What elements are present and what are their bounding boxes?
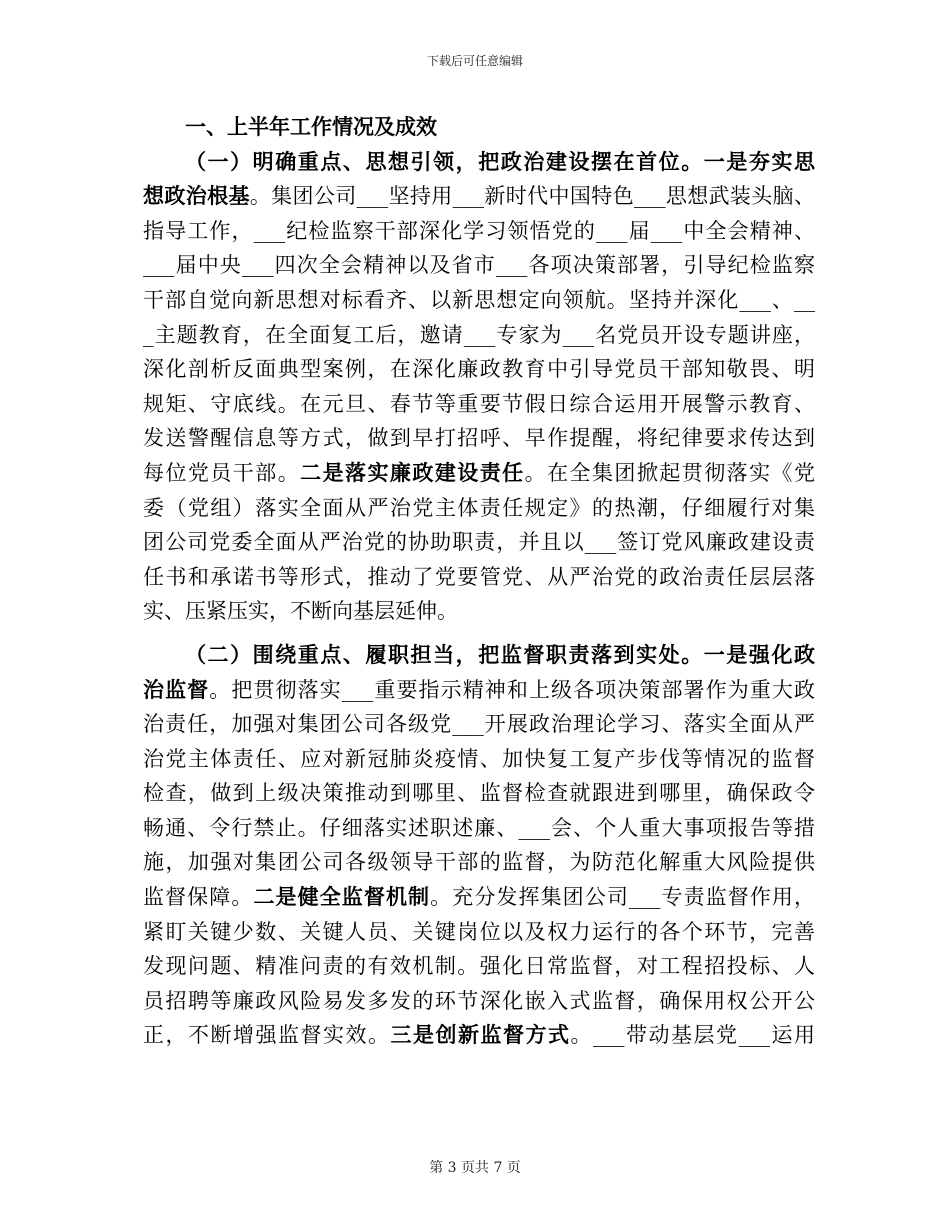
paragraph-line: 发送警醒信息等方式，做到早打招呼、早作提醒，将纪律要求传达到 — [143, 426, 815, 451]
paragraph-line — [143, 880, 815, 915]
paragraph-line: 畅通、令行禁止。仔细落实述职述廉、___会、个人重大事项报告等措 — [143, 815, 815, 840]
paragraph-line — [143, 456, 815, 491]
paragraph-line: 实、压紧压实，不断向基层延伸。 — [143, 599, 458, 624]
page-footer: 第 3 页共 7 页 — [429, 1160, 521, 1176]
paragraph-line: （一）明确重点、思想引领，把政治建设摆在首位。一是夯实思 — [185, 148, 815, 174]
paragraph-line: 治党主体责任、应对新冠肺炎疫情、加快复工复产步伐等情况的监督 — [143, 746, 815, 771]
text-run: 每位党员干部。 — [143, 460, 301, 485]
paragraph-line: 治责任，加强对集团公司各级党___开展政治理论学习、落实全面从严 — [143, 712, 815, 737]
paragraph-line: 发现问题、精准问责的有效机制。强化日常监督，对工程招投标、人 — [143, 954, 815, 979]
bold-phrase: 二是健全监督机制 — [253, 884, 431, 910]
text-run: 。充分发挥集团公司___专责监督作用， — [430, 885, 815, 910]
paragraph-line: 员招聘等廉政风险易发多发的环节深化嵌入式监督，确保用权公开公 — [143, 988, 815, 1013]
paragraph-line: 深化剖析反面典型案例，在深化廉政教育中引导党员干部知敬畏、明 — [143, 357, 815, 382]
paragraph-2 — [143, 638, 815, 1053]
document-body — [143, 110, 815, 1053]
paragraph-line: _主题教育，在全面复工后，邀请___专家为___名党员开设专题讲座， — [143, 322, 815, 347]
paragraph-line: 规矩、守底线。在元旦、春节等重要节假日综合运用开展警示教育、 — [143, 391, 815, 416]
paragraph-line: 检查，做到上级决策推动到哪里、监督检查就跟进到哪里，确保政令 — [143, 781, 815, 806]
paragraph-line: 任书和承诺书等形式，推动了党要管党、从严治党的政治责任层层落 — [143, 564, 815, 589]
text-run: 正，不断增强监督实效。 — [143, 1023, 391, 1048]
bold-phrase: 想政治根基 — [143, 183, 250, 209]
paragraph-line: 指导工作，___纪检监察干部深化学习领悟党的___届___中全会精神、 — [143, 218, 815, 243]
text-run: 。集团公司___坚持用___新时代中国特色___思想武装头脑、 — [249, 184, 815, 209]
paragraph-1 — [143, 145, 815, 629]
paragraph-line: 干部自觉向新思想对标看齐、以新思想定向领航。坚持并深化___、__ — [143, 287, 815, 312]
paragraph-line: ___届中央___四次全会精神以及省市___各项决策部署，引导纪检监察 — [143, 253, 815, 278]
paragraph-line: 紧盯关键少数、关键人员、关键岗位以及权力运行的各个环节，完善 — [143, 919, 815, 944]
text-run: 。把贯彻落实___重要指示精神和上级各项决策部署作为重大政 — [209, 677, 815, 702]
bold-phrase: 治监督 — [143, 676, 210, 702]
text-run: 。在全集团掀起贯彻落实《党 — [524, 460, 815, 485]
paragraph-line: 施，加强对集团公司各级领导干部的监督，为防范化解重大风险提供 — [143, 850, 815, 875]
paragraph-line — [143, 673, 815, 708]
paragraph-line — [143, 1018, 815, 1053]
paragraph-line — [143, 179, 815, 214]
text-run: 。___带动基层党___运用 — [570, 1023, 815, 1048]
section-title: 一、上半年工作情况及成效 — [185, 114, 437, 139]
paragraph-line: （二）围绕重点、履职担当，把监督职责落到实处。一是强化政 — [185, 641, 815, 667]
page-header: 下载后可任意编辑 — [426, 54, 523, 68]
bold-phrase: 三是创新监督方式 — [390, 1022, 571, 1048]
paragraph-line: 团公司党委全面从严治党的协助职责，并且以___签订党风廉政建设责 — [143, 530, 815, 555]
paragraph-line: 委（党组）落实全面从严治党主体责任规定》的热潮，仔细履行对集 — [143, 495, 815, 520]
bold-phrase: 二是落实廉政建设责任 — [300, 459, 525, 485]
text-run: 监督保障。 — [143, 885, 254, 910]
